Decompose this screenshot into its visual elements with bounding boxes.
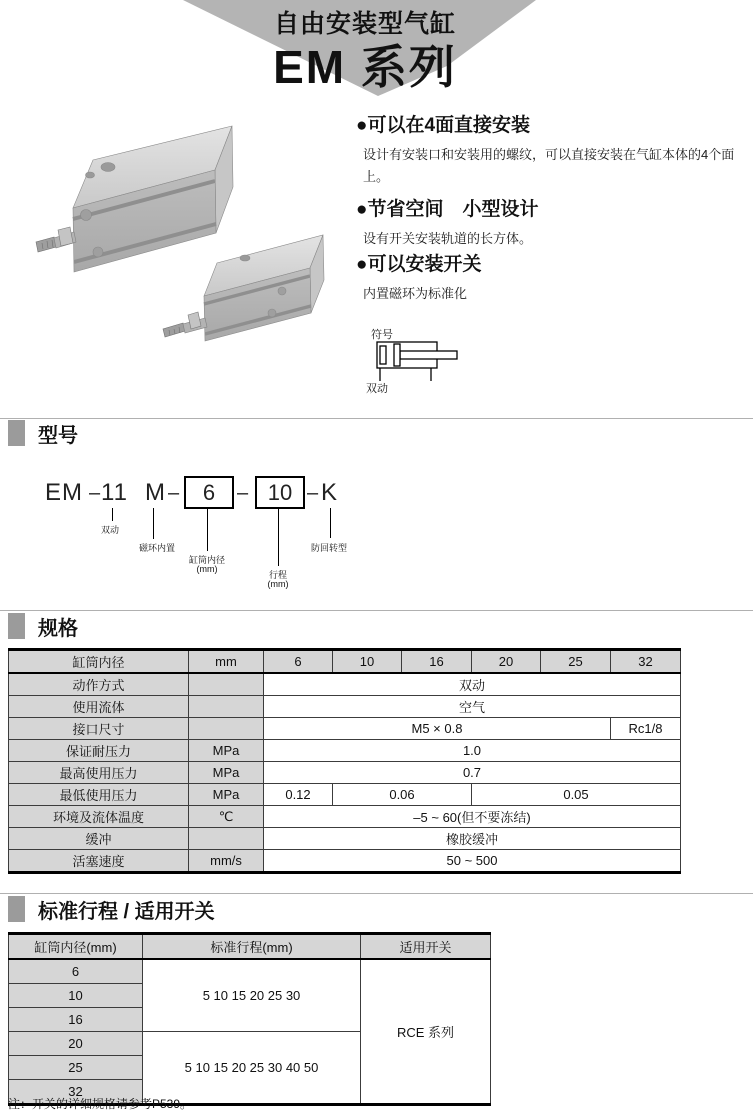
callout-part2: 磁环内置 — [139, 543, 176, 553]
section-title-spec: 规格 — [38, 618, 78, 640]
spec-row-unit: ℃ — [189, 806, 264, 828]
section-divider — [0, 893, 753, 894]
spec-row — [9, 850, 681, 873]
spec-header-bore: 10 — [333, 650, 402, 674]
callout-stroke: 行程 — [268, 570, 287, 580]
callout-bore-unit: (mm) — [196, 564, 218, 574]
spec-row-label: 动作方式 — [9, 673, 189, 696]
section-title-stroke: 标准行程 / 适用开关 — [38, 901, 215, 923]
callout-bore: 缸筒内径 — [188, 555, 225, 565]
spec-row — [9, 673, 681, 696]
section-marker — [8, 896, 25, 922]
stroke-header-stroke: 标准行程(mm) — [143, 934, 361, 960]
symbol-caption: 双动 — [366, 383, 388, 395]
spec-row — [9, 828, 681, 850]
spec-cell: 1.0 — [264, 740, 681, 762]
stroke-bore-cell: 25 — [9, 1056, 143, 1080]
spec-cell: 0.05 — [472, 784, 681, 806]
model-code-dash: – — [89, 482, 101, 504]
stroke-values-cell: 5 10 15 20 25 30 — [143, 959, 361, 1032]
section-marker — [8, 420, 25, 446]
callout-line — [112, 508, 113, 521]
feature-body-2: 设有开关安装轨道的长方体。 — [363, 231, 533, 246]
spec-row-unit — [189, 718, 264, 740]
model-code-dash: – — [307, 482, 319, 504]
spec-cell: M5 × 0.8 — [264, 718, 611, 740]
footnote: 注：开关的详细规格请参考P539。 — [8, 1097, 193, 1111]
spec-cell: 0.12 — [264, 784, 333, 806]
spec-row-unit: MPa — [189, 762, 264, 784]
section-title-model: 型号 — [38, 425, 78, 447]
stroke-values-cell: 5 10 15 20 25 30 40 50 — [143, 1032, 361, 1105]
spec-row — [9, 696, 681, 718]
spec-row-label: 最高使用压力 — [9, 762, 189, 784]
page-subtitle: 自由安装型气缸 — [273, 10, 456, 38]
callout-line — [330, 508, 331, 538]
spec-header-bore: 6 — [264, 650, 333, 674]
spec-row — [9, 740, 681, 762]
model-code-part2: M — [145, 479, 166, 506]
spec-row-label: 环境及流体温度 — [9, 806, 189, 828]
spec-row-label: 最低使用压力 — [9, 784, 189, 806]
spec-row-label: 活塞速度 — [9, 850, 189, 873]
model-code-stroke-box: 10 — [255, 476, 305, 509]
stroke-bore-cell: 6 — [9, 959, 143, 984]
spec-header-row — [9, 650, 681, 674]
model-code-series: EM — [45, 479, 83, 506]
spec-header-bore: 25 — [541, 650, 611, 674]
spec-row-label: 保证耐压力 — [9, 740, 189, 762]
stroke-bore-cell: 16 — [9, 1008, 143, 1032]
spec-cell: 双动 — [264, 673, 681, 696]
callout-suffix: 防回转型 — [311, 543, 348, 553]
model-code-dash: – — [237, 482, 249, 504]
callout-line — [153, 508, 154, 539]
spec-header-bore: 20 — [472, 650, 541, 674]
spec-row — [9, 762, 681, 784]
spec-cell: –5 ~ 60(但不要冻结) — [264, 806, 681, 828]
callout-line — [207, 508, 208, 551]
spec-row — [9, 806, 681, 828]
stroke-header-switch: 适用开关 — [361, 934, 491, 960]
spec-row-unit — [189, 673, 264, 696]
stroke-header-row — [9, 934, 491, 960]
symbol-label: 符号 — [371, 329, 393, 341]
feature-body-3: 内置磁环为标准化 — [363, 286, 468, 301]
spec-row-unit: MPa — [189, 740, 264, 762]
spec-header-bore: 16 — [402, 650, 472, 674]
spec-cell: 空气 — [264, 696, 681, 718]
switch-series-cell: RCE 系列 — [361, 959, 491, 1105]
feature-heading-3: ●可以安装开关 — [356, 254, 482, 275]
page-title: EM 系列 — [273, 41, 457, 93]
cylinder-large — [36, 126, 233, 272]
spec-cell: 0.7 — [264, 762, 681, 784]
model-code-dash: – — [168, 482, 180, 504]
spec-cell: Rc1/8 — [611, 718, 681, 740]
spec-header-bore: 32 — [611, 650, 681, 674]
section-divider — [0, 418, 753, 419]
callout-stroke-unit: (mm) — [267, 579, 289, 589]
spec-row-unit: mm/s — [189, 850, 264, 873]
spec-row-unit — [189, 828, 264, 850]
section-marker — [8, 613, 25, 639]
spec-row-label: 缓冲 — [9, 828, 189, 850]
cylinder-small — [163, 235, 324, 341]
feature-heading-1: ●可以在4面直接安装 — [356, 115, 531, 136]
callout-line — [278, 508, 279, 566]
spec-row — [9, 784, 681, 806]
spec-cell: 50 ~ 500 — [264, 850, 681, 873]
stroke-row — [9, 959, 491, 984]
spec-header-label: 缸筒内径 — [9, 650, 189, 674]
callout-part1: 双动 — [101, 525, 120, 535]
section-divider — [0, 610, 753, 611]
model-code-bore-box: 6 — [184, 476, 234, 509]
spec-row — [9, 718, 681, 740]
stroke-bore-cell: 32 — [9, 1080, 143, 1105]
product-photo — [20, 115, 355, 360]
spec-row-unit: MPa — [189, 784, 264, 806]
stroke-bore-cell: 20 — [9, 1032, 143, 1056]
spec-row-label: 使用流体 — [9, 696, 189, 718]
feature-body-1: 设计有安装口和安装用的螺纹，可以直接安装在气缸本体的4个面上。 — [363, 147, 735, 184]
spec-cell: 橡胶缓冲 — [264, 828, 681, 850]
spec-row-unit — [189, 696, 264, 718]
spec-row-label: 接口尺寸 — [9, 718, 189, 740]
stroke-header-bore: 缸筒内径(mm) — [9, 934, 143, 960]
spec-cell: 0.06 — [333, 784, 472, 806]
spec-header-unit: mm — [189, 650, 264, 674]
stroke-table — [8, 932, 491, 1106]
stroke-bore-cell: 10 — [9, 984, 143, 1008]
model-code-part1: 11 — [101, 479, 128, 506]
feature-heading-2: ●节省空间 小型设计 — [356, 199, 539, 220]
spec-table — [8, 648, 681, 874]
model-code-suffix: K — [321, 479, 339, 506]
